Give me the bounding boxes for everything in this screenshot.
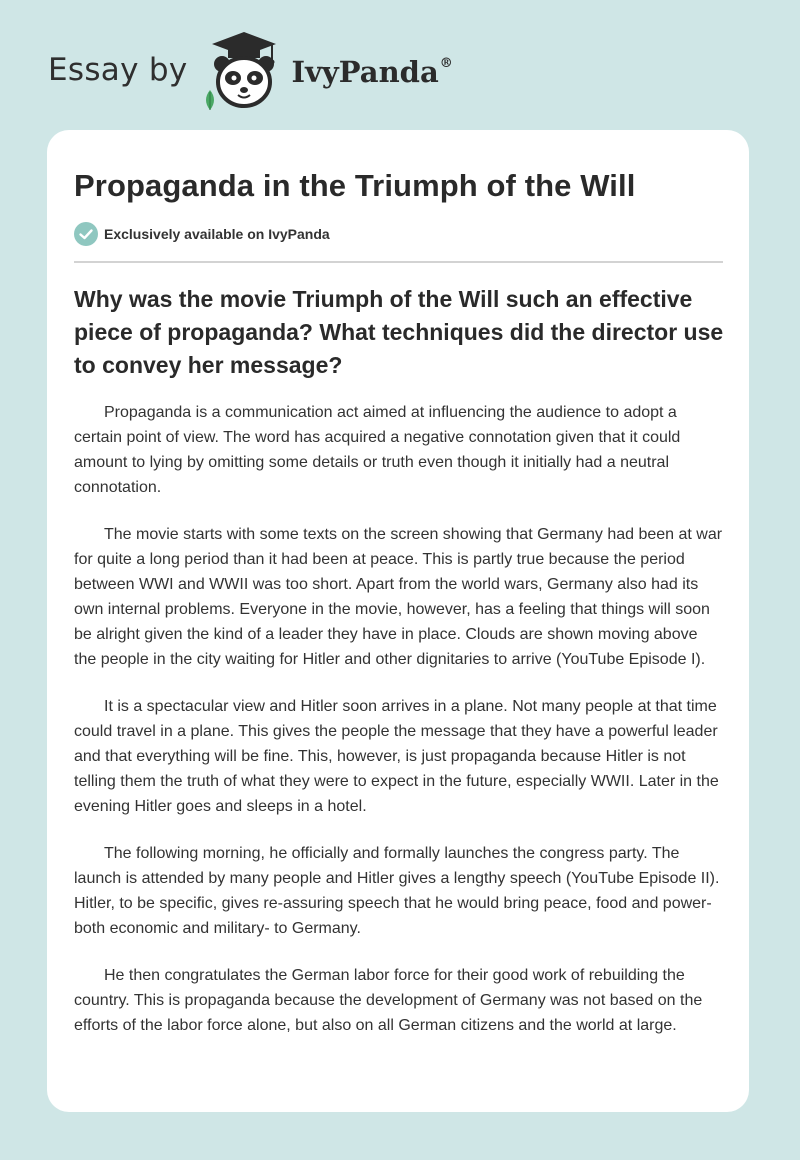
brand-text: IvyPanda bbox=[291, 55, 439, 89]
exclusive-badge bbox=[74, 222, 330, 246]
paragraph: Propaganda is a communication act aimed at influencing the audience to adopt a certain point of view. The word has acquired a negative connotation given that it could amount to lying by omitting some details or truth even though it initially had a neutral connotation. bbox=[74, 404, 681, 496]
panda-graduate-icon bbox=[200, 28, 288, 112]
paragraph: It is a spectacular view and Hitler soon arrives in a plane. Not many people at that time could travel in a plane. This gives the people the message that they have a powerful leader and that everything will be fine. This, however, is just propaganda because Hitler is not telling them the truth of what they were to expect in the future, especially WWII. Later in the evening Hitler goes and sleeps in a hotel. bbox=[74, 698, 719, 815]
title-divider bbox=[74, 261, 723, 263]
essay-question: Why was the movie Triumph of the Will such an effective piece of propaganda? What techniques did the director use to convey her message? bbox=[74, 286, 724, 378]
paragraph: The movie starts with some texts on the screen showing that Germany had been at war for quite a long period than it had been at peace. This is partly true because the period between WWI and WWII was too short. Apart from the world wars, Germany also had its own internal problems. Everyone in the movie, however, has a feeling that things will soon be alright given the kind of a leader they have in place. Clouds are shown moving above the people in the city waiting for Hitler and other dignitaries to arrive (YouTube Episode I). bbox=[74, 526, 723, 668]
ivypanda-logo[interactable] bbox=[200, 28, 453, 112]
check-circle-icon bbox=[74, 222, 98, 246]
site-header bbox=[48, 28, 453, 112]
essay-by-label: Essay by bbox=[48, 52, 188, 88]
essay-body bbox=[74, 400, 724, 1060]
essay-title: Propaganda in the Triumph of the Will bbox=[74, 168, 636, 203]
brand-name bbox=[292, 55, 453, 89]
badge-text: Exclusively available on IvyPanda bbox=[104, 226, 330, 242]
registered-mark: ® bbox=[439, 56, 453, 72]
paragraph: He then congratulates the German labor force for their good work of rebuilding the country. This is propaganda because the development of Germany was not based on the efforts of the labor force alone, but also on all German citizens and the world at large. bbox=[74, 967, 703, 1034]
paragraph: The following morning, he officially and formally launches the congress party. The launch is attended by many people and Hitler gives a lengthy speech (YouTube Episode II). Hitler, to be specific, gives re-assuring speech that he would bring peace, food and power- both economic and military- to Germany. bbox=[74, 845, 720, 937]
essay-card bbox=[47, 130, 749, 1112]
